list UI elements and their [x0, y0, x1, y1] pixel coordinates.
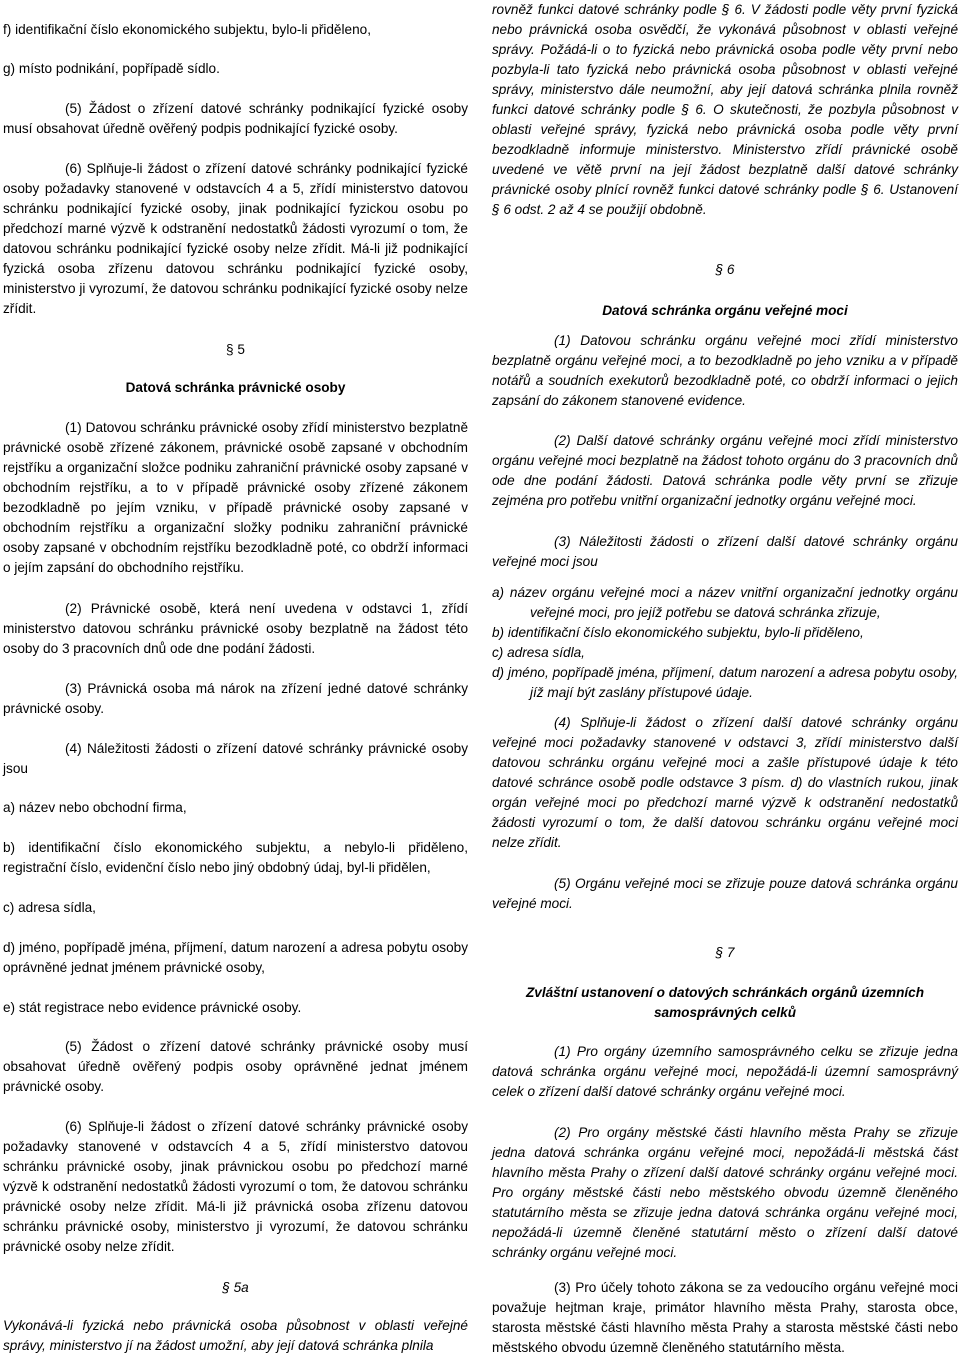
- list-item: c) adresa sídla,: [3, 900, 96, 915]
- paragraph: f) identifikační číslo ekonomického subjektu, bylo-li přiděleno,: [3, 22, 371, 37]
- list-item: a) název orgánu veřejné moci a název vnitřní organizační jednotky orgánu veřejné moci, pro jejíž potřebu se datová schránka zřizuje,: [492, 585, 958, 620]
- paragraph: (3) Právnická osoba má nárok na zřízení jedné datové schránky právnické osoby.: [3, 681, 468, 716]
- section-number: § 5: [226, 342, 245, 357]
- paragraph: (5) Žádost o zřízení datové schránky podnikající fyzické osoby musí obsahovat úředně ověřený podpis podnikající fyzické osoby.: [3, 101, 468, 136]
- list-item: b) identifikační číslo ekonomického subjektu, bylo-li přiděleno,: [492, 625, 864, 640]
- paragraph: (5) Žádost o zřízení datové schránky právnické osoby musí obsahovat úředně ověřený podpis osoby oprávněné jednat jménem právnické osoby.: [3, 1039, 468, 1094]
- paragraph: (3) Náležitosti žádosti o zřízení další datové schránky orgánu veřejné moci jsou: [492, 534, 958, 569]
- section-title: Zvláštní ustanovení o datových schránkách orgánů územních samosprávných celků: [525, 985, 925, 1020]
- paragraph: (3) Pro účely tohoto zákona se za vedoucího orgánu veřejné moci považuje hejtman kraje, primátor hlavního města Prahy, starosta obce, starosta městské části hlavního města Prahy a starosta městské části nebo městského obvodu územně členěného statutárního města.: [492, 1280, 958, 1355]
- paragraph: (5) Orgánu veřejné moci se zřizuje pouze datová schránka orgánu veřejné moci.: [492, 876, 958, 911]
- section-number: § 7: [715, 945, 735, 960]
- section-number: § 5a: [222, 1280, 249, 1295]
- paragraph: (6) Splňuje-li žádost o zřízení datové schránky právnické osoby požadavky stanovené v odstavcích 4 a 5, zřídí ministerstvo datovou schránku právnické osoby, jinak právnickou osobu po předchozí marné výzvě k odstranění nedostatků žádosti vyrozumí o tom, že datovou schránku právnické osoby nelze zřídit. Má-li již právnická osoba zřízenu datovou schránku právnické osoby, ministerstvo ji vyrozumí, že datovou schránku právnické osoby nelze zřídit.: [3, 1119, 468, 1254]
- paragraph: (2) Právnické osobě, která není uvedena v odstavci 1, zřídí ministerstvo datovou schránku právnické osoby bezplatně na žádost této osoby do 3 pracovních dnů ode dne podání žádosti.: [3, 601, 468, 656]
- paragraph: (4) Náležitosti žádosti o zřízení datové schránky právnické osoby jsou: [3, 741, 468, 776]
- list-item: c) adresa sídla,: [492, 645, 585, 660]
- paragraph: (6) Splňuje-li žádost o zřízení datové schránky podnikající fyzické osoby požadavky stanovené v odstavcích 4 a 5, zřídí ministerstvo datovou schránku podnikající fyzické osoby, jinak podnikající fyzickou osobu po předchozí marné výzvě k odstranění nedostatků žádosti vyrozumí o tom, že datovou schránku podnikající fyzické osoby nelze zřídit. Má-li již podnikající fyzická osoba zřízenu datovou schránku podnikající fyzické osoby, ministerstvo ji vyrozumí, že datovou schránku podnikající fyzické osoby nelze zřídit.: [3, 161, 468, 316]
- paragraph: (1) Datovou schránku orgánu veřejné moci zřídí ministerstvo bezplatně orgánu veřejné moci, a to bezodkladně po jeho vzniku a v případě notářů a soudních exekutorů bezodkladně poté, co obdrží informaci o jejich zapsání do zákonem stanovené evidence.: [492, 333, 958, 408]
- paragraph: rovněž funkci datové schránky podle § 6. V žádosti podle věty první fyzická nebo právnická osoba osvědčí, že vykonává působnost v oblasti veřejné správy. Požádá-li o to fyzická nebo právnická osoba podle věty první nebo pozbyla-li tato fyzická nebo právnická osoba působnost v oblasti veřejné správy, ministerstvo dále neumožní, aby její datová schránka plnila rovněž funkci datové schránky podle § 6. O skutečnosti, že pozbyla působnost v oblasti veřejné správy, fyzická nebo právnická osoba podle věty první bezodkladně informuje ministerstvo. Ministerstvo zřídí právnické osobě uvedené ve větě první na její žádost bezplatně další datové schránky právnické osoby plnící rovněž funkci datové schránky podle § 6. Ustanovení § 6 odst. 2 až 4 se použijí obdobně.: [492, 2, 958, 217]
- list-item: d) jméno, popřípadě jména, příjmení, datum narození a adresa pobytu osoby, jíž mají být zaslány přístupové údaje.: [492, 665, 958, 700]
- paragraph: (2) Pro orgány městské části hlavního města Prahy se zřizuje jedna datová schránka orgánu veřejné moci, nepožádá-li městská část hlavního města Prahy o zřízení další datové schránky orgánu veřejné moci. Pro orgány městské části nebo městského obvodu územně členěného statutárního města se zřizuje jedna datová schránka orgánu veřejné moci, nepožádá-li územně členěné statutární město o zřízení další datové schránky orgánu veřejné moci.: [492, 1125, 958, 1260]
- paragraph: (4) Splňuje-li žádost o zřízení další datové schránky orgánu veřejné moci požadavky stanovené v odstavci 3, zřídí ministerstvo další datovou schránku orgánu veřejné moci a zašle přístupové údaje k této datové schránce osobě podle odstavce 3 písm. d) do vlastních rukou, jinak orgán veřejné moci po předchozí marné výzvě k odstranění nedostatků žádosti vyrozumí o tom, že další datovou schránku orgánu veřejné moci nelze zřídit.: [492, 715, 958, 850]
- list-item: b) identifikační číslo ekonomického subjektu, a nebylo-li přiděleno, registrační číslo, evidenční číslo nebo jiný obdobný údaj, byl-li přidělen,: [3, 840, 468, 875]
- list-item: d) jméno, popřípadě jména, příjmení, datum narození a adresa pobytu osoby oprávněné jednat jménem právnické osoby,: [3, 940, 468, 975]
- paragraph: (1) Pro orgány územního samosprávného celku se zřizuje jedna datová schránka orgánu veřejné moci, nepožádá-li územní samosprávný celek o zřízení další datové schránky orgánu veřejné moci.: [492, 1044, 958, 1099]
- list-item: e) stát registrace nebo evidence právnické osoby.: [3, 1000, 302, 1015]
- paragraph: (1) Datovou schránku právnické osoby zřídí ministerstvo bezplatně právnické osobě zřízené zákonem, právnické osobě zapsané v obchodním rejstříku a organizační složce podniku zahraniční právnické osoby zapsané v obchodním rejstříku, a to v případě právnické osoby zřízené zákonem bezodkladně po jejím vzniku, v případě právnické osoby zapsané v obchodním rejstříku a organizační složky podniku zahraniční právnické osoby zapsané v obchodním rejstříku bezodkladně poté, co obdrží informaci o jejím zapsání do obchodního rejstříku.: [3, 420, 468, 575]
- paragraph: Vykonává-li fyzická nebo právnická osoba působnost v oblasti veřejné správy, ministerstvo jí na žádost umožní, aby její datová schránka plnila: [3, 1318, 468, 1353]
- section-title: Datová schránka orgánu veřejné moci: [602, 303, 848, 318]
- paragraph: g) místo podnikání, popřípadě sídlo.: [3, 61, 220, 76]
- paragraph: (2) Další datové schránky orgánu veřejné moci zřídí ministerstvo orgánu veřejné moci bezplatně na žádost tohoto orgánu do 3 pracovních dnů ode dne podání žádosti. Datová schránka podle věty první se zřizuje zejména pro potřebu vnitřní organizační jednotky orgánu veřejné moci.: [492, 433, 958, 508]
- list-item: a) název nebo obchodní firma,: [3, 800, 187, 815]
- section-title: Datová schránka právnické osoby: [125, 380, 346, 395]
- section-number: § 6: [715, 262, 735, 277]
